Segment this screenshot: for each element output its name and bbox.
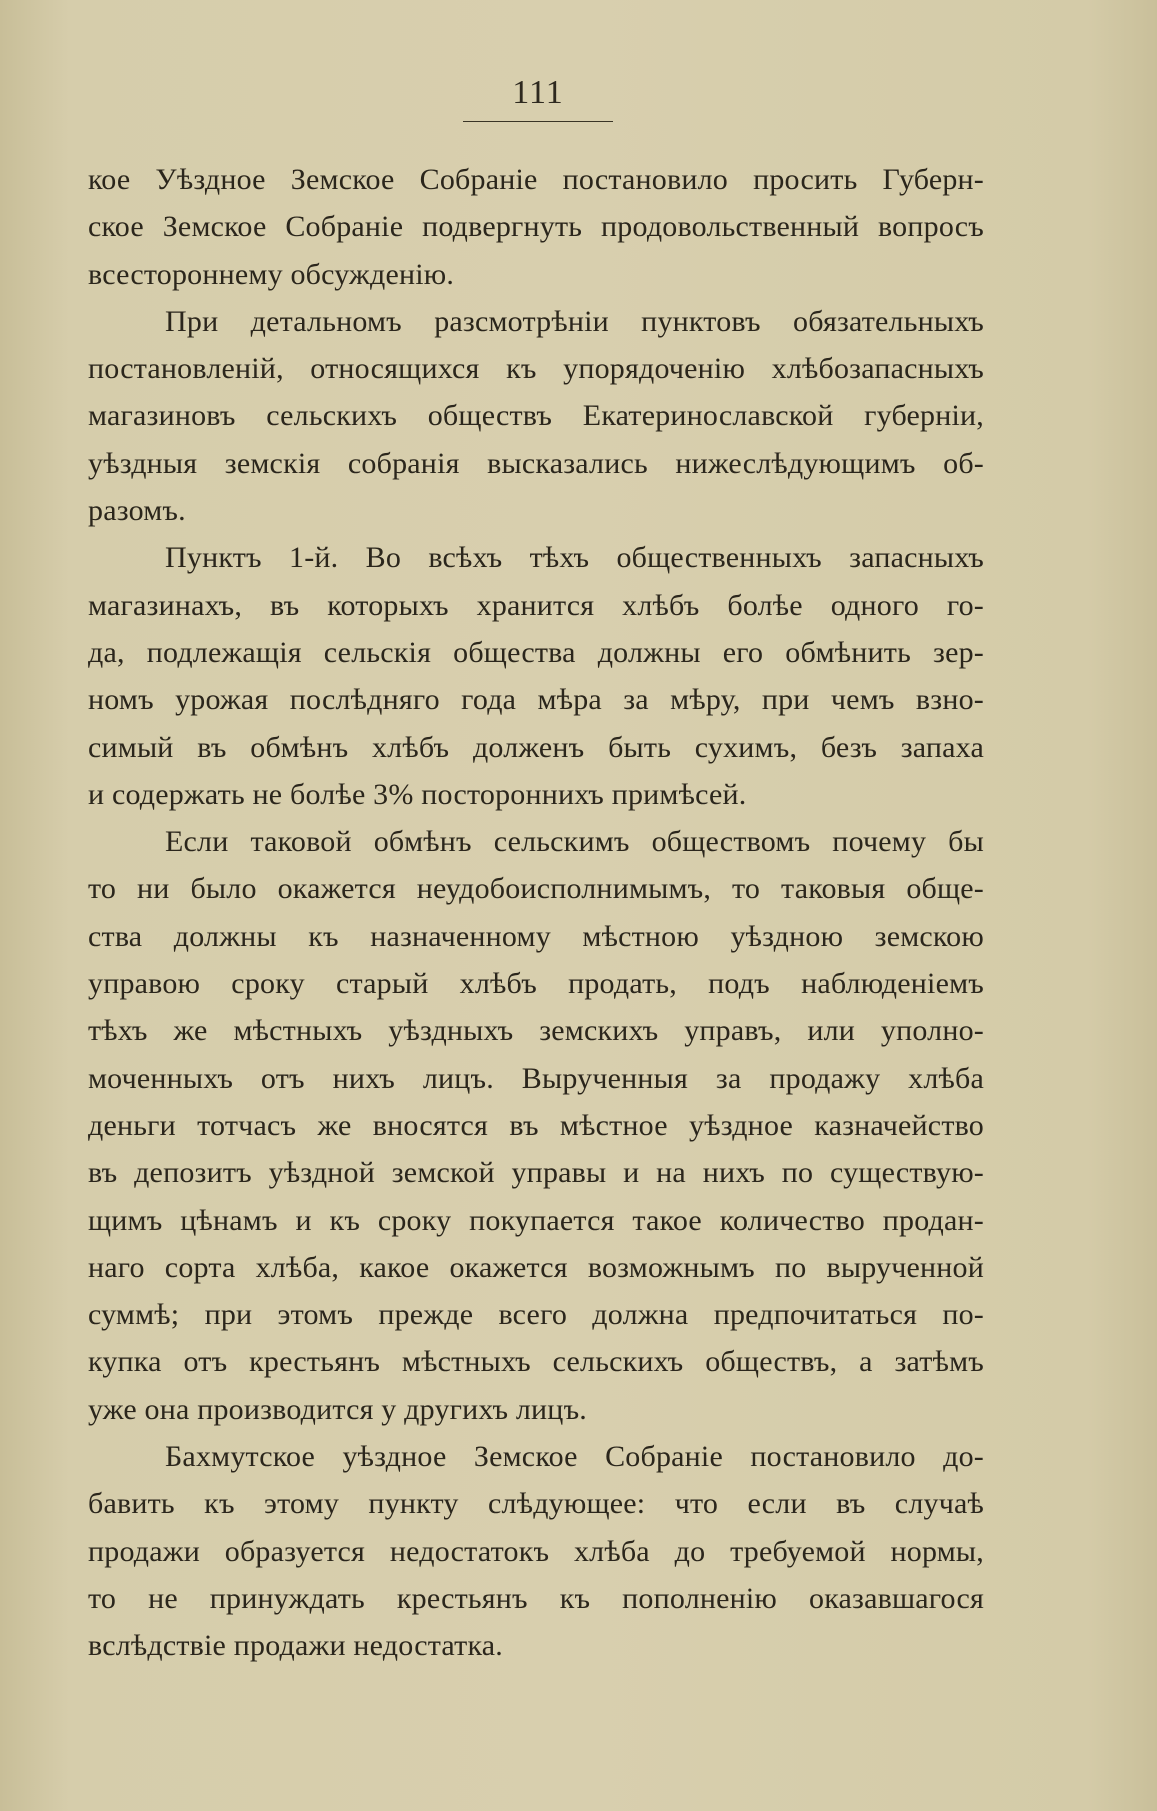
page-number: 111	[512, 74, 564, 111]
text-line: Бахмутское уѣздное Земское Собраніе постановило до-	[165, 1440, 984, 1474]
text-line: всестороннему обсужденію.	[88, 257, 455, 291]
text-line: въ депозитъ уѣздной земской управы и на нихъ по существую-	[88, 1156, 984, 1190]
text-line: суммѣ; при этомъ прежде всего должна предпочитаться по-	[88, 1298, 984, 1332]
text-line: купка отъ крестьянъ мѣстныхъ сельскихъ обществъ, а затѣмъ	[88, 1345, 984, 1379]
text-line: управою сроку старый хлѣбъ продать, подъ наблюденіемъ	[88, 967, 984, 1001]
text-line: деньги тотчасъ же вносятся въ мѣстное уѣздное казначейство	[88, 1108, 984, 1142]
text-line: постановленій, относящихся къ упорядоченію хлѣбозапасныхъ	[88, 352, 984, 386]
text-line: симый въ обмѣнъ хлѣбъ долженъ быть сухимъ, безъ запаха	[88, 730, 984, 764]
text-line: Пунктъ 1-й. Во всѣхъ тѣхъ общественныхъ запасныхъ	[165, 541, 984, 575]
text-line: то ни было окажется неудобоисполнимымъ, то таковыя обще-	[88, 872, 984, 906]
text-line: кое Уѣздное Земское Собраніе постановило просить Губерн-	[88, 163, 984, 196]
text-line: моченныхъ отъ нихъ лицъ. Вырученныя за продажу хлѣба	[88, 1061, 984, 1095]
text-line: вслѣдствіе продажи недостатка.	[88, 1629, 503, 1663]
text-line: ское Земское Собраніе подвергнуть продовольственный вопросъ	[88, 210, 984, 244]
text-line: При детальномъ разсмотрѣніи пунктовъ обязательныхъ	[165, 304, 984, 338]
text-line: уже она производится у другихъ лицъ.	[88, 1392, 587, 1426]
text-line: номъ урожая послѣдняго года мѣра за мѣру, при чемъ взно-	[88, 683, 984, 717]
page-number-rule	[463, 121, 613, 122]
text-line: щимъ цѣнамъ и къ сроку покупается такое количество продан-	[88, 1203, 984, 1237]
text-line: Если таковой обмѣнъ сельскимъ обществомъ почему бы	[165, 825, 984, 859]
text-line: магазинахъ, въ которыхъ хранится хлѣбъ болѣе одного го-	[88, 588, 984, 622]
text-line: магазиновъ сельскихъ обществъ Екатеринославской губерніи,	[88, 399, 984, 433]
text-line: то не принуждать крестьянъ къ пополненію оказавшагося	[88, 1581, 984, 1615]
text-line: ства должны къ назначенному мѣстною уѣздною земскою	[88, 919, 984, 953]
text-line: разомъ.	[88, 494, 186, 528]
text-line: продажи образуется недостатокъ хлѣба до требуемой нормы,	[88, 1534, 984, 1568]
text-line: наго сорта хлѣба, какое окажется возможнымъ по вырученной	[88, 1250, 984, 1284]
text-line: тѣхъ же мѣстныхъ уѣздныхъ земскихъ управъ, или уполно-	[88, 1014, 984, 1048]
text-line: и содержать не болѣе 3% постороннихъ примѣсей.	[88, 777, 747, 811]
text-line: да, подлежащія сельскія общества должны его обмѣнить зер-	[88, 635, 984, 669]
text-line: бавить къ этому пункту слѣдующее: что если въ случаѣ	[88, 1487, 984, 1521]
text-line: уѣздныя земскія собранія высказались нижеслѣдующимъ об-	[88, 446, 984, 480]
body-text	[88, 156, 984, 1670]
